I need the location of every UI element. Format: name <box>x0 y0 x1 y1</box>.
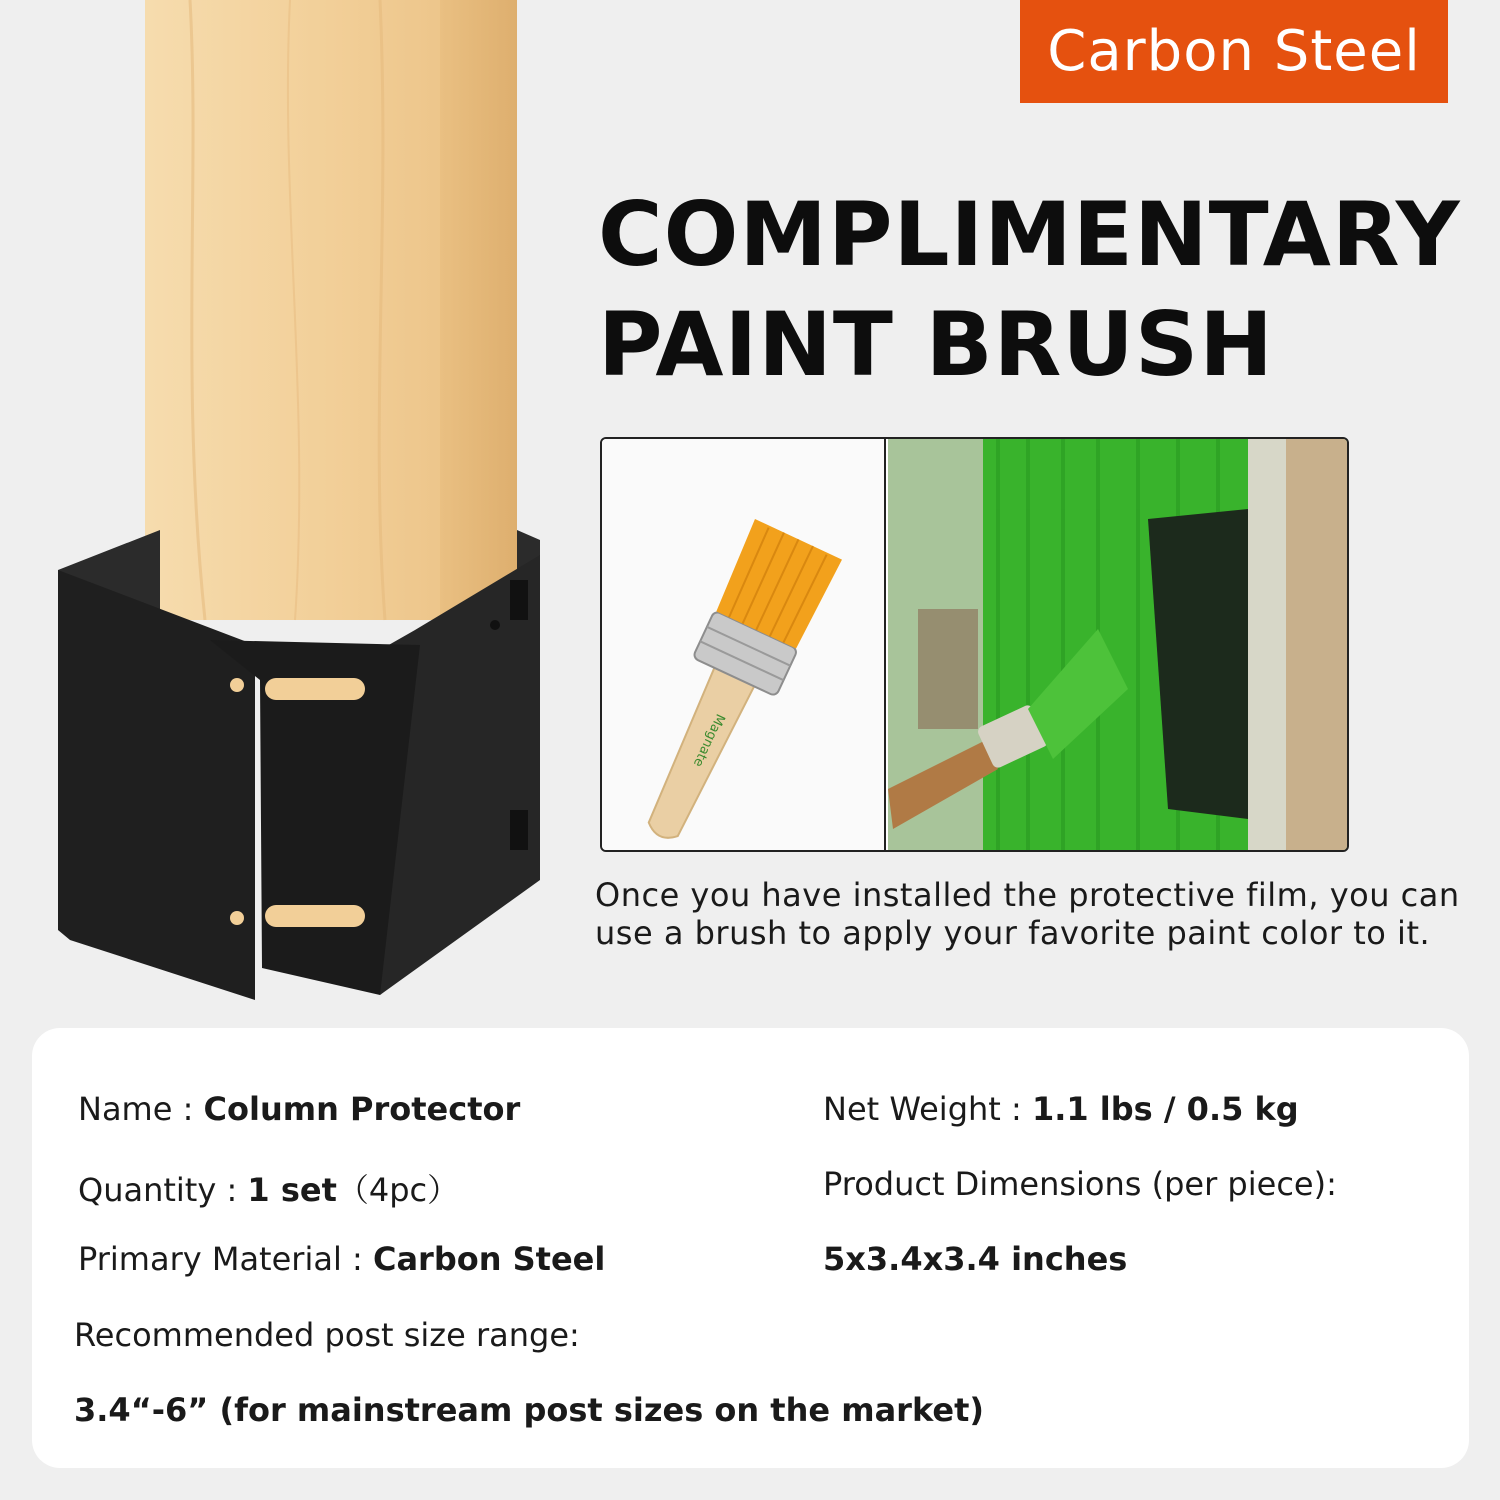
spec-name-value: Column Protector <box>203 1090 521 1128</box>
spec-name-label: Name : <box>78 1090 204 1128</box>
dimensions-value: 5x3.4x3.4 inches <box>823 1240 1128 1278</box>
wooden-post <box>145 0 517 620</box>
spec-dimensions-label: Product Dimensions (per piece): <box>823 1165 1337 1203</box>
spec-quantity-suffix: （4pc） <box>336 1171 460 1209</box>
material-badge: Carbon Steel <box>1020 0 1448 103</box>
post-range-value: 3.4“-6” (for mainstream post sizes on the market) <box>74 1391 984 1429</box>
spec-card <box>32 1028 1469 1468</box>
headline-line-2: PAINT BRUSH <box>598 293 1274 396</box>
brush-brand-label: Magnate <box>689 711 728 770</box>
spec-quantity-label: Quantity : <box>78 1171 248 1209</box>
spec-name <box>78 1090 520 1128</box>
spec-material <box>78 1240 605 1278</box>
painting-demo-image <box>888 439 1349 850</box>
description-text: Once you have installed the protective film, you can use a brush to apply your favorite paint color to it. <box>595 876 1460 952</box>
spec-weight-label: Net Weight : <box>823 1090 1032 1128</box>
headline-line-1: COMPLIMENTARY <box>598 183 1461 286</box>
paint-brush-image <box>602 439 886 850</box>
column-protector-illustration <box>40 0 580 1010</box>
spec-material-label: Primary Material : <box>78 1240 373 1278</box>
headline <box>598 180 1488 400</box>
spec-post-range-label: Recommended post size range: <box>74 1316 580 1354</box>
spec-material-value: Carbon Steel <box>372 1240 606 1278</box>
spec-dimensions-value <box>823 1240 1127 1278</box>
spec-quantity <box>78 1165 459 1211</box>
brush-photo-panel <box>600 437 1349 852</box>
spec-post-range-value <box>74 1391 984 1429</box>
spec-weight <box>823 1090 1299 1128</box>
spec-quantity-value: 1 set <box>247 1171 337 1209</box>
spec-weight-value: 1.1 lbs / 0.5 kg <box>1031 1090 1299 1128</box>
